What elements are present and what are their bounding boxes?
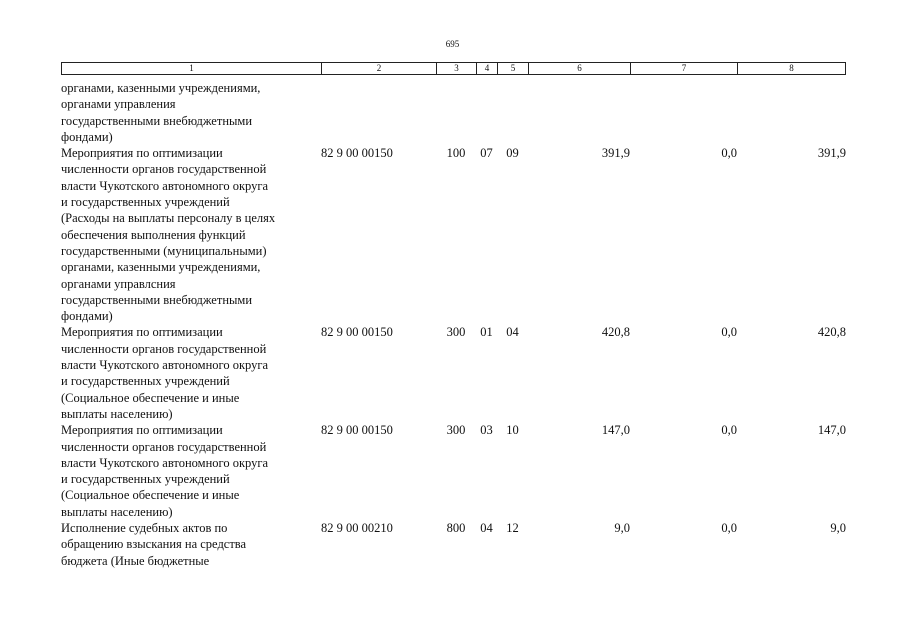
subsection: 12 [506,521,519,536]
amount-col8: 420,8 [817,325,846,340]
amount-col7: 0,0 [721,146,737,161]
amount-col6: 391,9 [601,146,630,161]
target-article-code: 82 9 00 00210 [321,521,393,536]
amount-col8: 147,0 [817,423,846,438]
column-number-4: 4 [477,63,498,74]
row-description: Мероприятия по оптимизации численности органов государственной власти Чукотского автономного округа и государственных учреждений (Социальное обеспечение и иные выплаты населению) [61,325,269,421]
row-description: Исполнение судебных актов по обращению взыскания на средства бюджета (Иные бюджетные [61,521,247,568]
amount-col7: 0,0 [721,423,737,438]
subsection: 09 [506,146,519,161]
page-number: 695 [445,39,460,49]
target-article-code: 82 9 00 00150 [321,423,393,438]
column-number-5: 5 [498,63,529,74]
amount-col8: 391,9 [817,146,846,161]
column-number-8: 8 [789,63,794,73]
amount-col6: 9,0 [614,521,630,536]
expense-type: 300 [446,423,466,438]
target-article-code: 82 9 00 00150 [321,325,393,340]
amount-col7: 0,0 [721,521,737,536]
section: 01 [480,325,493,340]
table-header-row [61,62,846,75]
amount-col6: 420,8 [601,325,630,340]
amount-col6: 147,0 [601,423,630,438]
column-number-7: 7 [631,63,738,74]
target-article-code: 82 9 00 00150 [321,146,393,161]
expense-type: 300 [446,325,466,340]
row-description: Мероприятия по оптимизации численности органов государственной власти Чукотского автономного округа и государственных учреждений (Социальное обеспечение и иные выплаты населению) [61,423,269,519]
row-description: органами, казенными учреждениями, органами управления государственными внебюджетными фондами) [61,81,261,144]
table-row [61,520,846,569]
table-body [61,80,846,569]
column-number-1: 1 [62,63,322,74]
table-row [61,80,846,145]
subsection: 04 [506,325,519,340]
section: 07 [480,146,493,161]
expense-type: 100 [446,146,466,161]
expense-type: 800 [446,521,466,536]
column-number-6: 6 [529,63,631,74]
column-number-3: 3 [437,63,477,74]
amount-col7: 0,0 [721,325,737,340]
table-row [61,422,846,520]
row-description: Мероприятия по оптимизации численности органов государственной власти Чукотского автономного округа и государственных учреждений (Расходы на выплаты персоналу в целях обеспечения выполнения функций государственными (муниципальными) органами, казенными учреждениями, органами управлсния государственными внебюджетными фондами) [61,146,276,324]
column-number-2: 2 [322,63,437,74]
amount-col8: 9,0 [830,521,846,536]
subsection: 10 [506,423,519,438]
section: 03 [480,423,493,438]
section: 04 [480,521,493,536]
table-row [61,145,846,324]
table-row [61,324,846,422]
